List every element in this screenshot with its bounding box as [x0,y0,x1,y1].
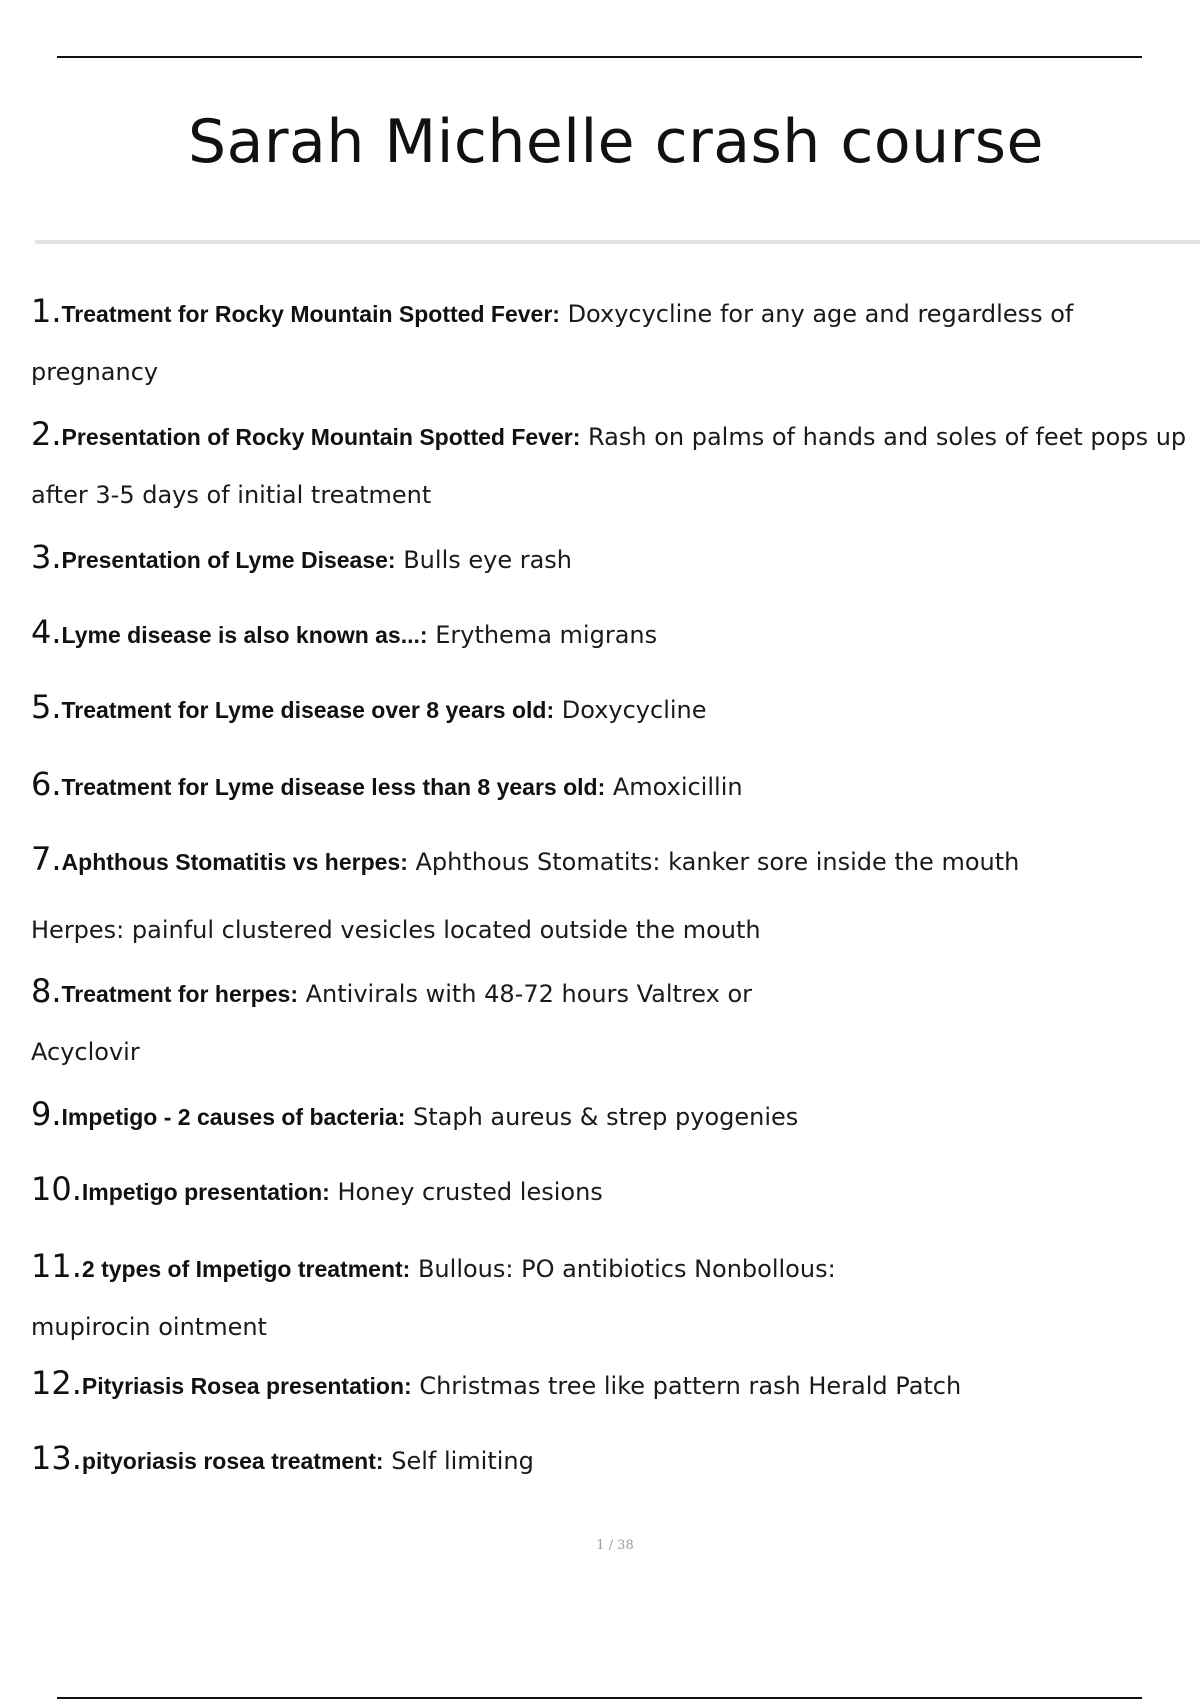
item-answer: Christmas tree like pattern rash Herald Patch [419,1372,962,1400]
item-number: 11. [31,1247,82,1285]
item-question: Impetigo - 2 causes of bacteria: [61,1104,406,1130]
list-item [31,1160,1191,1221]
item-question: pityoriasis rosea treatment: [81,1448,384,1474]
item-answer: Doxycycline [561,696,707,724]
item-answer: Amoxicillin [612,773,743,801]
item-number: 12. [31,1364,82,1402]
list-item [31,282,1191,401]
item-question: Aphthous Stomatitis vs herpes: [61,849,408,875]
list-item [31,678,1191,739]
list-item [31,1085,1191,1146]
item-answer: Bulls eye rash [403,546,573,574]
list-item [31,405,1191,524]
item-answer: Rash on palms of hands and soles of feet pops up after 3-5 days of initial treatment [31,423,1187,509]
item-answer: Staph aureus & strep pyogenies [413,1103,799,1131]
item-question: Presentation of Lyme Disease: [61,547,396,573]
item-number: 10. [31,1170,82,1208]
item-answer-continued: mupirocin ointment [31,1313,267,1341]
list-item [31,528,1191,589]
item-answer: Self limiting [391,1447,534,1475]
list-item [31,1354,1191,1415]
item-question: 2 types of Impetigo treatment: [81,1256,411,1282]
item-question: Treatment for herpes: [61,981,298,1007]
item-answer: Antivirals with 48-72 hours Valtrex or [305,980,753,1008]
list-item [31,1429,1191,1490]
list-item [31,830,1191,970]
item-answer: Erythema migrans [435,621,658,649]
item-answer: Bullous: PO antibiotics Nonbollous: [417,1255,836,1283]
item-number: 3. [31,538,62,576]
item-answer-continued: Acyclovir [31,1038,140,1066]
list-item [31,603,1191,664]
list-item [31,962,1191,1081]
item-question: Treatment for Rocky Mountain Spotted Fever: [61,301,560,327]
item-answer: Doxycycline for any age and regardless of pregnancy [31,300,1074,386]
item-question: Impetigo presentation: [81,1179,330,1205]
item-question: Lyme disease is also known as...: [61,622,428,648]
item-number: 5. [31,688,62,726]
top-rule [57,56,1142,58]
list-item [31,1237,1191,1356]
item-answer-continued: Herpes: painful clustered vesicles located outside the mouth [31,916,761,944]
item-number: 7. [31,840,62,878]
item-question: Pityriasis Rosea presentation: [81,1373,412,1399]
item-question: Treatment for Lyme disease over 8 years old: [61,697,555,723]
title-divider [35,240,1200,244]
page-title: Sarah Michelle crash course [188,107,1044,177]
item-number: 4. [31,613,62,651]
item-answer: Honey crusted lesions [337,1178,603,1206]
list-item [31,755,1191,816]
item-number: 8. [31,972,62,1010]
page-number: 1 / 38 [596,1538,634,1553]
item-question: Presentation of Rocky Mountain Spotted Fever: [61,424,581,450]
item-number: 13. [31,1439,82,1477]
item-number: 2. [31,415,62,453]
item-question: Treatment for Lyme disease less than 8 years old: [61,774,606,800]
item-number: 9. [31,1095,62,1133]
item-number: 6. [31,765,62,803]
item-answer: Aphthous Stomatits: kanker sore inside the mouth [415,848,1020,876]
item-number: 1. [31,292,62,330]
bottom-rule [57,1697,1142,1699]
